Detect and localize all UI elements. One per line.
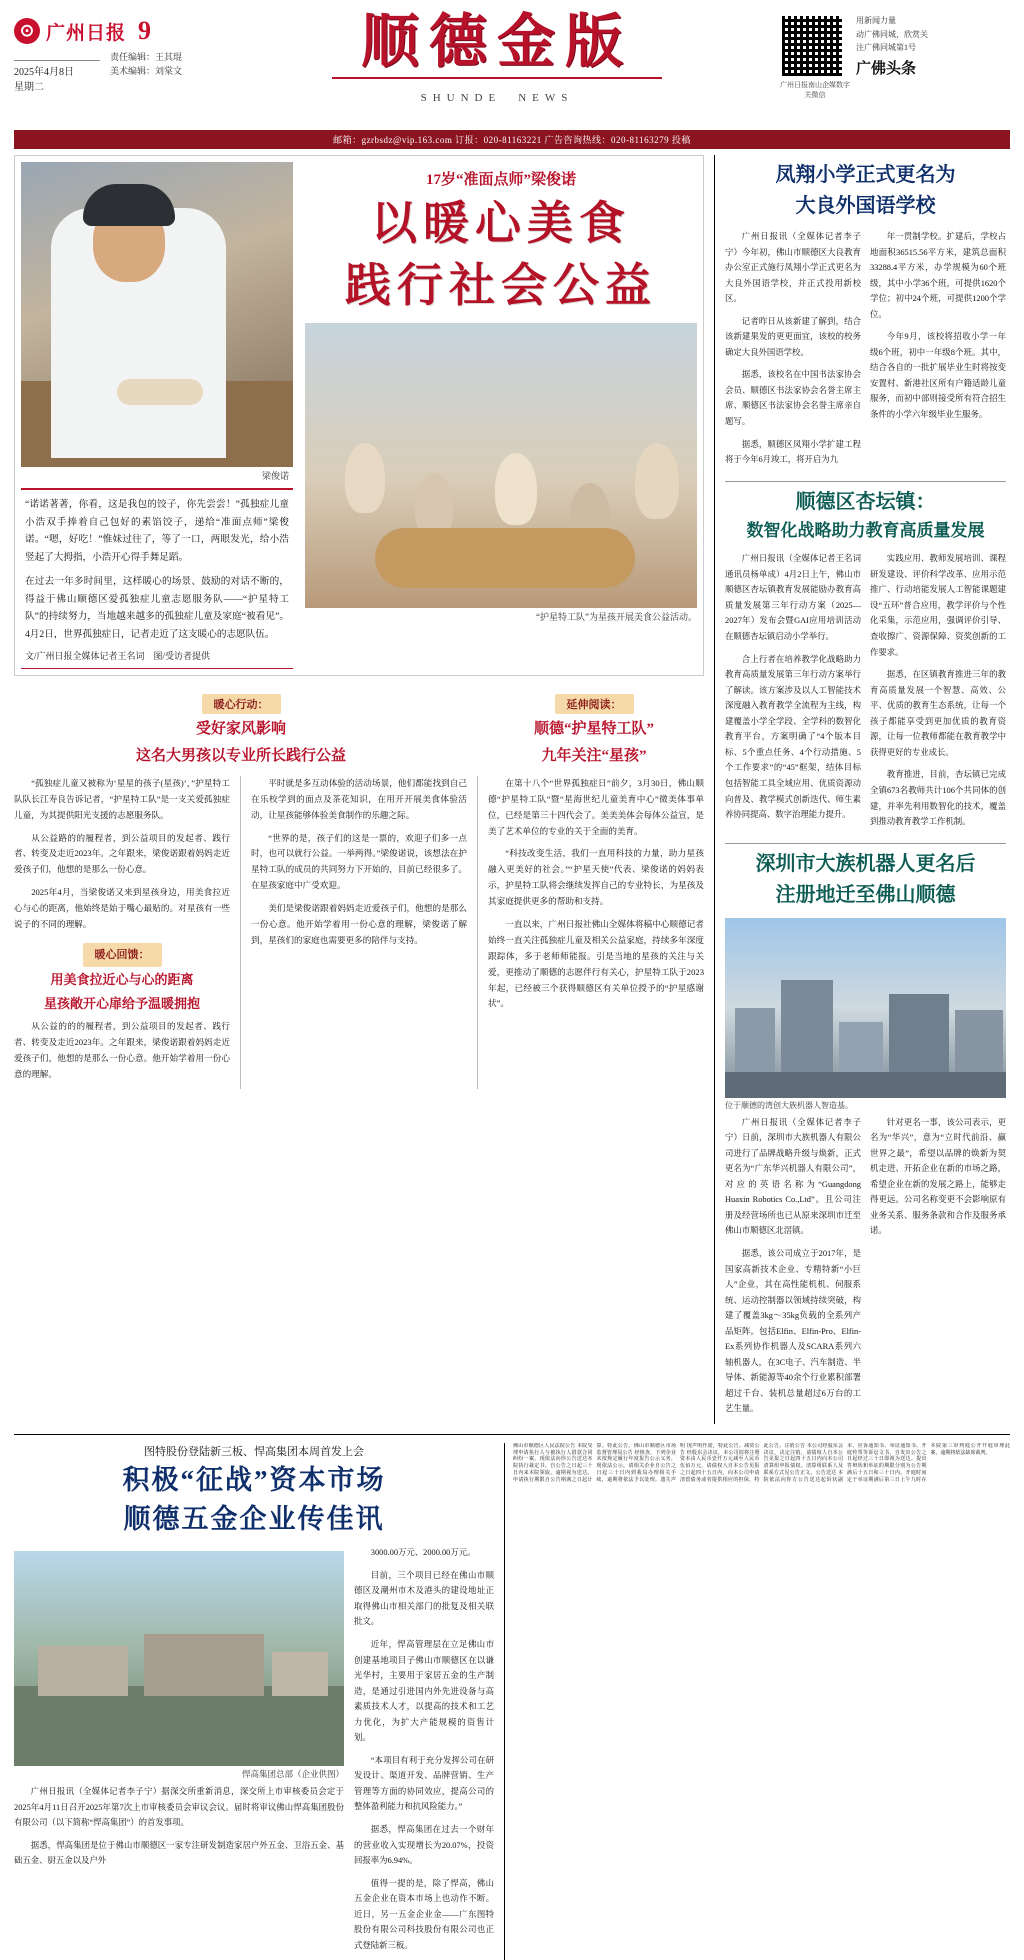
masthead-rule bbox=[332, 77, 662, 79]
paragraph: 美们是梁俊诺跟着妈妈走近爱孩子们，他想的是那么一份心意。他开始学着用一份心意的理解，梁俊诺了解到，星孩们的家庭也需要更多的陪伴与支持。 bbox=[251, 903, 467, 945]
subsection-2-tag: 暖心回馈： bbox=[83, 943, 162, 967]
right-a1-col2 bbox=[870, 229, 1006, 475]
paragraph: “科技改变生活，我们一直用科技的力量，助力星孩融入更美好的社会。”“护星天使”代表、梁俊诺的妈妈表示，护星特工队将会继续发挥自己的专业特长，为星孩及其家庭提供更多的帮助和支持。 bbox=[488, 848, 704, 907]
paragraph: 从公益的的的履程者，到公益项目的发起者、践行者、转变及走近2023年。之年跟来，梁俊诺跟着妈妈走近爱孩子们，他想的是那么一份心意。他开始学着用一份心意的理解。 bbox=[14, 1020, 230, 1079]
right-article-3-title-a: 深圳市大族机器人更名后 bbox=[755, 852, 976, 875]
paragraph: 值得一提的是，除了悍高，佛山五金企业在资本市场上也动作不断。近日，另一五金企业金——广东图特股份有限公司科技股份有限公司也正式登陆新三板。 bbox=[354, 1878, 494, 1950]
left-body-columns bbox=[14, 776, 704, 1090]
bottom-photo bbox=[14, 1551, 344, 1766]
subsection-1-header bbox=[14, 694, 468, 768]
classified-ads-section bbox=[504, 1443, 1010, 1960]
right-a3-col1 bbox=[725, 1115, 861, 1424]
masthead bbox=[14, 0, 1010, 128]
subsection-3-header bbox=[484, 694, 704, 768]
subsection-2-title-a: 用美食拉近心与心的距离 bbox=[50, 972, 194, 988]
bottom-photo-caption: 悍高集团总部（企业供图） bbox=[241, 1769, 344, 1780]
right-article-2-body bbox=[725, 551, 1006, 836]
masthead-title: 顺德金版 bbox=[360, 9, 633, 74]
paragraph: 目前，三个项目已经在佛山市顺德区及潮州市木及港头的建设地址正取得佛山市相关部门的批复及相关联批文。 bbox=[354, 1570, 494, 1627]
qr-code-icon[interactable] bbox=[780, 14, 844, 78]
subsection-3-title-b: 九年关注“星孩” bbox=[541, 747, 647, 764]
divider bbox=[725, 481, 1006, 482]
weekday-line: 星期二 bbox=[14, 82, 44, 93]
subsection-2-title-b: 星孩敞开心扉给予温暖拥抱 bbox=[43, 996, 200, 1012]
subsection-2-header bbox=[14, 943, 230, 1015]
paragraph: 据悉，悍高集团在过去一个财年的营业收入实现增长为20.07%，投资回报率为6.94%。 bbox=[354, 1825, 494, 1866]
right-article-1-title-b: 大良外国语学校 bbox=[795, 195, 936, 217]
hero-headline-line2: 践行社会公益 bbox=[345, 260, 657, 312]
paper-logo-icon: ⊙ bbox=[14, 18, 40, 44]
masthead-title-block bbox=[214, 10, 780, 105]
paper-logo bbox=[14, 16, 214, 46]
right-column bbox=[714, 155, 1006, 1424]
date-line: 2025年4月8日 bbox=[14, 67, 74, 78]
qr-note-line3: 注广佛同城第1号 bbox=[856, 43, 916, 53]
designer-credit: 美术编辑：刘棠文 bbox=[110, 66, 183, 77]
qr-caption: 广州日报南山企媒数字关微信 bbox=[780, 81, 850, 99]
right-article-3-body bbox=[725, 1115, 1006, 1424]
paragraph: 广州日报讯（全媒体记者李子宁）据深交所重新消息，深交所上市审核委员会定于2025年4月11日召开2025年第7次上市审核委员会审议会议。届时将审议佛山悍高集团股份有限公司（以下简称“悍高集团”）的首发事项。 bbox=[14, 1787, 344, 1828]
paragraph: 记者昨日从该新建了解到，结合该新建果发的更更面宜，该校的校务确定大良外国语学校。 bbox=[725, 316, 861, 357]
hero-lead-2: 在过去一年多时间里，这样暖心的场景、鼓励的对话不断的，得益于佛山顺德区爱孤独症儿童志愿服务队——“护星特工队”的持续努力，当地越来越多的孤独症儿童及家庭“被看见”。4月2日，世界孤独症日，记者走近了这支暖心的志愿队伍。 bbox=[25, 575, 289, 641]
divider bbox=[725, 843, 1006, 844]
paragraph: 实践应用、教师发展培训、课程研发建设、评价科学改革、应用示范推广、行动培能发展人工智能课题建设“五环”普合应用，教学评价与个性化采集，示范应用，强调评价引导、查收擦广、资源保障、资奖创新的工作要求。 bbox=[870, 554, 1006, 657]
bottom-col-1 bbox=[14, 1784, 344, 1869]
subsection-1-title-b: 这名大男孩以专业所长践行公益 bbox=[135, 747, 346, 764]
paragraph: “世界的是，孩子们的这是一票的，欢迎子们多一点时，也可以就行公益。一举两得。”梁俊诺说，该想法在护星特工队的成员的共同努力下开始的，目前已经很多了。在星孩家庭中广受欢迎。 bbox=[251, 832, 467, 891]
hero-article bbox=[14, 155, 704, 676]
paragraph: 平时就是多互动体验的活动场景，他们都能找到自己在乐校学到的面点及茶花知识，在用开开展美食体验活动，让星孩能够体验美食制作的乐趣之际。 bbox=[251, 777, 467, 820]
paragraph: 2025年4月，当梁俊诺又来到星孩身边，用美食拉近心与心的距离，他始终是始于嘴心最贴的。对星孩有一些说子的不同的理解。 bbox=[14, 887, 230, 929]
bottom-col-2 bbox=[354, 1545, 494, 1960]
paragraph: 据悉，悍高集团是位于佛山市顺德区一家专注研发制造家居户外五金、卫浴五金、基础五金、厨五金以及户外 bbox=[14, 1840, 344, 1866]
paragraph: 3000.00万元、2000.00万元。 bbox=[370, 1548, 476, 1558]
hero-photo-activity bbox=[305, 323, 697, 608]
paragraph: 广州日报讯（全媒体记者李子宁）今年初，佛山市顺德区大良教育办公室正式施行凤翔小学正式更名为大良外国语学校，并正式投用新校区。 bbox=[725, 232, 861, 304]
paragraph: 针对更名一事，该公司表示，更名为“华兴”，意为“立时代前沿、赢世界之最”，希望以品牌的焕新为契机走进、开拓企业在新的市场之路，希望企业在新的发展之路上，能够走得更远。公司名称变更不会影响原有业务关系、服务条款和合作及服务承诺。 bbox=[870, 1117, 1006, 1236]
paragraph: “孤独症儿童又被称为‘星星的孩子(星孩)’，”护星特工队队长江寿良告诉记者，“护星特工队”是一支关爱孤独症儿童，为其提供阳光支援的志愿服务队。 bbox=[14, 777, 230, 820]
right-a3-col2 bbox=[870, 1115, 1006, 1424]
hero-kicker: 17岁“准面点师”梁俊诺 bbox=[425, 172, 576, 188]
left-column bbox=[14, 155, 704, 1424]
paper-name: 广州日报 bbox=[46, 22, 127, 44]
paragraph: 今年9月，该校将招收小学一年级6个班，初中一年级8个班。其中，结合各自的一批扩展毕业生时将按变安置村、新港社区所有户籍适龄儿童服务，而初中部则接受所有符合招生条件的小学六年级毕业生服务。 bbox=[870, 332, 1006, 420]
subsection-3-tag: 延伸阅读： bbox=[555, 694, 634, 714]
bottom-headline-1: 积极“征战”资本市场 bbox=[122, 1464, 386, 1495]
hero-lead-box bbox=[21, 488, 293, 669]
hero-photo-caption: 梁俊诺 bbox=[261, 471, 289, 481]
right-a2-col1 bbox=[725, 551, 861, 836]
classified-ads-text: 佛山市顺德区人民法院公告 本院受理申请执行人与被执行人借款合同纠纷一案，现依法向你公告送达本院执行裁定书。自公告之日起三十日内来本院领取，逾期视为送达。申请执行期限自公告期满之日起计算。特此公告。佛山市顺德区市场监督管理局公告 经核查，下列企业未按规定履行年度报告公示义务，现依法公示。请相关企业自公告之日起三十日内到我局办理相关手续，逾期将依法予以处理。遗失声明 现声明作废，特此公告。减资公告 经股东会决议，本公司拟将注册资本由人民币壹仟万元减至人民币伍佰万元，请债权人自本公告见报之日起四十五日内，向本公司申请清偿债务或者提供相应的担保，特此公告。注销公告 本公司经股东会决议，决定注销，请债权人自本公告见报之日起四十五日内向本公司清算组申报债权。清算组联系人及联系方式见公告正文。公告送达 本院依法向你方公告送达起诉状副本、应诉通知书、举证通知书、开庭传票等诉讼文书，自发出公告之日起经过三十日即视为送达。提出答辩状和举证的期限分别为公告期满后十五日和三十日内。开庭时间定于举证期满后第三日上午九时在本院第三审判庭公开开庭审理此案，逾期将依法缺席裁判。 bbox=[513, 1442, 1010, 1483]
right-article-2-title-b: 数智化战略助力教育高质量发展 bbox=[746, 520, 985, 540]
right-article-2-title-a: 顺德区杏坛镇： bbox=[795, 490, 936, 513]
paragraph: 广州日报讯（全媒体记者王名词 通讯员杨单成）4月2日上午，佛山市顺德区杏坛镇教育发展能励办教育高质量发展第三年行动方案（2025—2027年）发布会暨GAI应用培训活动在顺德杏坛镇启动小学举行。 bbox=[725, 554, 861, 642]
paragraph: 合上行者在培养教学化战略助力教育高质量发展第三年行动方案举行了解读。该方案涉及以人工智能技术深度融入教育教学全流程为主线，构建覆盖小学全学段、全学科的数智化教育平台，方案明确了“4个版本目标、5个重点任务、4个行动措施、5个工作要求”的“45”框架，结体目标包括智能工具全域应用、优质资源动向普及、教学模式创新迭代、师生素养协同提高、数字治理能力提升。 bbox=[725, 654, 861, 820]
hero-byline: 文/广州日报全媒体记者王名词 图/受访者提供 bbox=[25, 650, 211, 661]
paragraph: 据悉，该校名在中国书法家协会会员、顺德区书法家协会名誉主席主席、顺德区书法家协会名誉主席亲自题写。 bbox=[725, 370, 861, 427]
paragraph: 一直以来，广州日报社佛山全媒体将稿中心顺德记者始终一直关注孤独症儿童及相关公益家庭，持续多年深度跟踪体，多于老师师能报。引是当地的星孩的关注与关爱，更推动了顺德的志愿伴行有关心，护星特工队于2023年起，已经被三个获得顺德区有关单位授予的“护星感谢状”。 bbox=[488, 919, 704, 1009]
right-article-3-caption: 位于顺德的湾创大族机器人智造基。 bbox=[725, 1100, 853, 1110]
paragraph: 据悉，该公司成立于2017年，是国家高新技术企业、专精特新“小巨人”企业，其在高性能机机、伺服系统、运动控制器以领域持续突破，构建了覆盖3kg～35kg负载的全系列产品矩阵。包括Elfin、Elfin-Pro、Elfin-Ex系列协作机器人及SCARA系列六轴机器人，在3C电子、汽车制造、半导体、新能源等40余个行业累积部署超过千台、装机总量超过6万台的工艺生量。 bbox=[725, 1248, 861, 1414]
paragraph: 近年，悍高管理层在立足佛山市创建基地项目子佛山市顺德区在以谦光华村，主要用于家居五金的生产制造，是通过引进国内外先进设备与高素质技术人才，以提高的技术和工艺力优化，为扩大产能规模的资售计划。 bbox=[354, 1640, 494, 1743]
subsection-1-title-a: 受好家风影响 bbox=[195, 720, 286, 737]
right-article-1-body bbox=[725, 229, 1006, 475]
column-divider bbox=[477, 776, 478, 1090]
paragraph: 在第十八个“世界孤独症日”前夕，3月30日，佛山顺德“护星特工队”暨“星海世纪儿童美育中心”微美体事单位，已经是第三十四代会了。美美美体会每体公益宣，是美了艺术单位的专业的关于全面的美育。 bbox=[488, 777, 704, 836]
page-number: 9 bbox=[138, 16, 152, 45]
bottom-section bbox=[14, 1434, 1010, 1960]
column-divider bbox=[240, 776, 241, 1090]
contact-bar: 邮箱：gzrbsdz@vip.163.com 订报：020-81163221 广告咨询热线：020-81163279 投稿 bbox=[14, 130, 1010, 149]
hero-photo2-caption: “护星特工队”为星孩开展美食公益活动。 bbox=[536, 612, 697, 623]
right-a2-col2 bbox=[870, 551, 1006, 836]
qr-note-line2: 动广佛同城，欣赏关 bbox=[856, 29, 928, 39]
masthead-subtitle: SHUNDE NEWS bbox=[420, 91, 574, 104]
bottom-article bbox=[14, 1443, 494, 1960]
paragraph: “本项目有利于充分发挥公司在研发设计、渠道开发、品牌营销、生产管理等方面的协同效应，提高公司的整体盈利能力和抗风险能力。” bbox=[354, 1755, 494, 1812]
body-column-2 bbox=[251, 776, 467, 1090]
hero-headline-line1: 以暖心美食 bbox=[371, 198, 631, 249]
body-column-3 bbox=[488, 776, 704, 1090]
masthead-left bbox=[14, 10, 214, 95]
bottom-headline-2: 顺德五金企业传佳讯 bbox=[123, 1504, 385, 1535]
qr-note bbox=[856, 14, 944, 82]
paragraph: 广州日报讯（全媒体记者李子宁）日前，深圳市大族机器人有限公司进行了品牌战略升级与焕新，正式更名为“广东华兴机器人有限公司”，对应的英语名称为“Guangdong Huaxin Robotics Co.,Ltd”。且公司注册及经营场所也已从原来深圳市迁至佛山市顺德区北滘镇。 bbox=[725, 1117, 861, 1236]
masthead-right bbox=[780, 10, 1010, 100]
paragraph: 据悉，在区镇教育推进三年的教育高质量发展一个智慧、高效、公平、优质的教育生态系统，让每一个孩子都能享受到更加优质的教育资源，让每一位教师都能在教育教学中获得更好的专业成长。 bbox=[870, 670, 1006, 757]
body-column-1 bbox=[14, 776, 230, 1090]
bottom-kicker: 图特股份登陆新三板、悍高集团本周首发上会 bbox=[144, 1445, 364, 1458]
hero-photo-chef bbox=[21, 162, 293, 467]
paragraph: 年一贯制学校。扩建后，学校占地面积36515.56平方米，建筑总面积33288.4平方米，办学规模为60个班级，其中小学36个班，可提供1620个学位；初中24个班，可提供1200个学位。 bbox=[870, 232, 1006, 319]
qr-note-line1: 用新闻力量 bbox=[856, 16, 896, 25]
right-article-3-photo bbox=[725, 918, 1006, 1098]
right-article-1-title-a: 凤翔小学正式更名为 bbox=[775, 164, 956, 186]
paragraph: 据悉，顺德区凤翔小学扩建工程将于今年6月竣工，将开启为九 bbox=[725, 439, 861, 465]
editor-credits bbox=[110, 50, 182, 95]
subsection-3-title-a: 顺德“护星特工队” bbox=[533, 720, 654, 737]
hero-lead-1: “诺诺著著，你看，这是我包的饺子，你先尝尝！”孤独症儿童小浩双手捧着自己包好的素馅饺子，递给“准面点师”梁俊诺。“嗯，好吃！”惟妹过往了，等了一口，两眼发光，给小浩竖起了大拇指，小浩开心得手舞足蹈。 bbox=[25, 499, 289, 564]
right-a1-col1 bbox=[725, 229, 861, 475]
subsection-1-tag: 暖心行动： bbox=[202, 694, 281, 714]
editor-credit: 责任编辑：王其琨 bbox=[110, 52, 183, 62]
paragraph: 从公益路的的履程者，到公益项目的发起者、践行者、转变及走近2023年。之年跟来，梁俊诺跟着妈妈走近爱孩子们，他想的是那么一份心意。 bbox=[14, 832, 230, 875]
hero-text-block bbox=[301, 162, 697, 669]
main-content bbox=[14, 155, 1010, 1424]
publication-date bbox=[14, 60, 100, 95]
bottom-columns bbox=[14, 1545, 494, 1960]
paragraph: 教育推进，目前，杏坛镇已完成全镇673名教师共计106个共同体的创建，并率先利用数智化的技术，覆盖到推动教育教学工作机制。 bbox=[870, 770, 1006, 827]
right-article-3-title-b: 注册地迁至佛山顺德 bbox=[775, 883, 956, 906]
gf-headline-label: 广佛头条 bbox=[856, 60, 917, 77]
